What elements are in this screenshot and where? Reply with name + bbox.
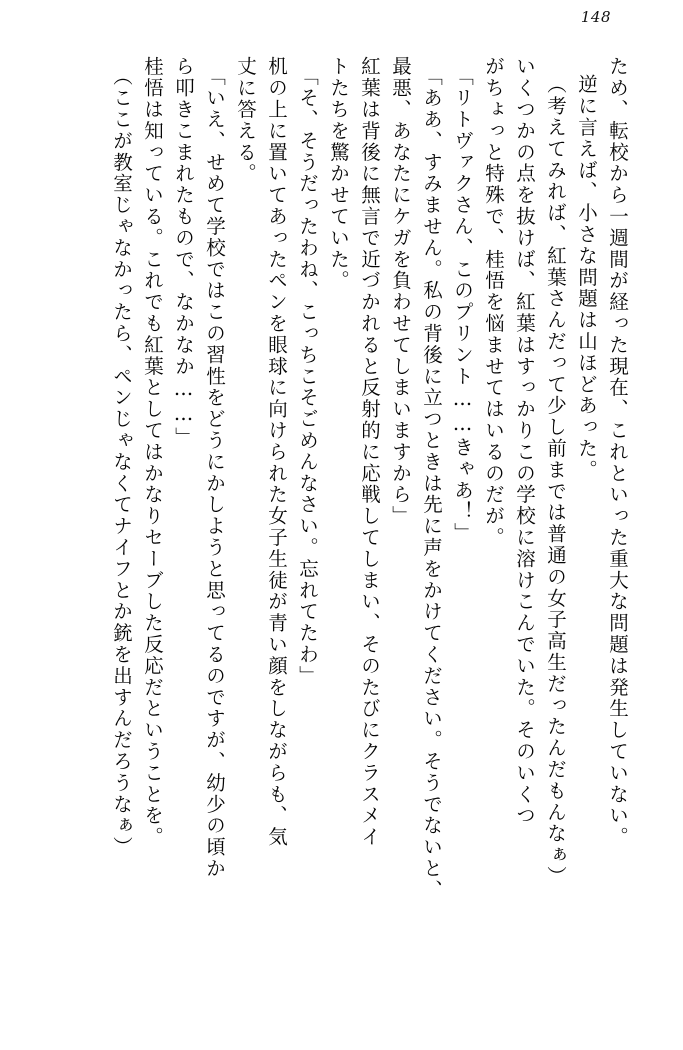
text-column: （ここが教室じゃなかったら、ペンじゃなくてナイフとか銃を出すんだろうなぁ） (110, 66, 133, 858)
text-column: 机の上に置いてあったペンを眼球に向けられた女子生徒が青い顔をしながらも、気 (265, 56, 288, 848)
vertical-text-body (40, 56, 627, 1016)
text-column: 「そ、そうだったわね、こっちこそごめんなさい。忘れてたわ」 (296, 66, 319, 687)
text-column: 「ああ、すみません。私の背後に立つときは先に声をかけてください。そうでないと、 (420, 66, 443, 901)
text-column: 桂悟は知っている。これでも紅葉としてはかなりセーブした反応だということを。 (141, 56, 164, 848)
text-column: ため、転校から一週間が経った現在、これといった重大な問題は発生していない。 (606, 56, 629, 848)
text-column: 「リトヴァクさん、このプリント……きゃあ！」 (451, 66, 474, 544)
text-column: 丈に答える。 (234, 56, 257, 185)
text-column: 逆に言えば、小さな問題は山ほどあった。 (575, 74, 598, 481)
text-column: 「いえ、せめて学校ではこの習性をどうにかしようと思ってるのですが、幼少の頃か (203, 66, 226, 880)
page-number: 148 (580, 8, 611, 26)
text-column: がちょっと特殊で、桂悟を悩ませてはいるのだが。 (482, 56, 505, 549)
text-column: （考えてみれば、紅葉さんだって少し前までは普通の女子高生だったんだもんなぁ） (544, 74, 567, 888)
text-column: ら叩きこまれたもので、なかなか……」 (172, 56, 195, 449)
text-column: トたちを驚かせていた。 (327, 56, 350, 292)
text-column: 紅葉は背後に無言で近づかれると反射的に応戦してしまい、そのたびにクラスメイ (358, 56, 381, 848)
text-column: いくつかの点を抜けば、紅葉はすっかりこの学校に溶けこんでいた。そのいくつ (513, 56, 536, 827)
text-column: 最悪、あなたにケガを負わせてしまいますから」 (389, 56, 412, 527)
